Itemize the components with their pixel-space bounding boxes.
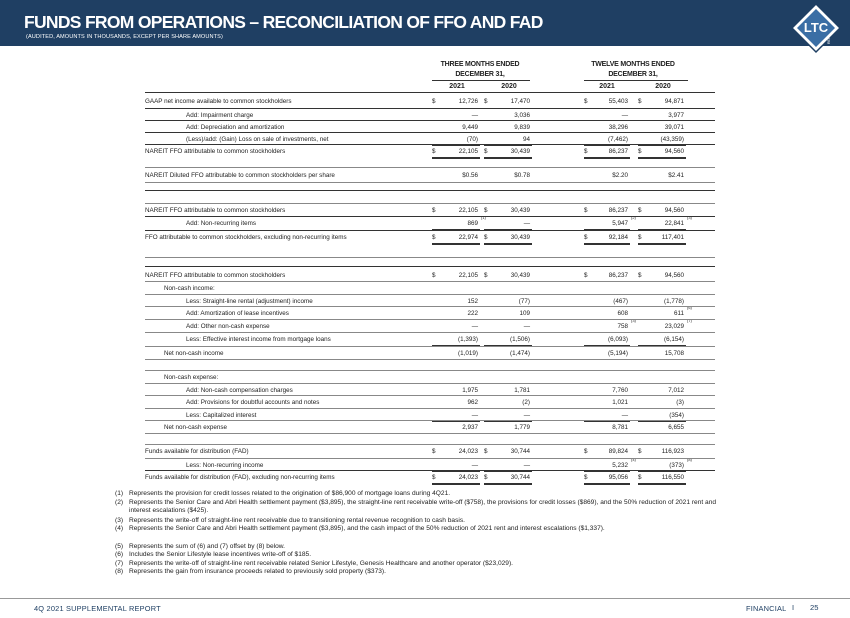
cell-value: 22,974 (458, 234, 478, 241)
row-divider (145, 190, 715, 191)
page-number: 25 (810, 603, 819, 612)
cell-value: 608 (617, 310, 628, 317)
subtotal-underline (432, 471, 480, 472)
cell-value: 962 (467, 399, 478, 406)
cell-value: (7,462) (608, 136, 628, 143)
cell-value: 117,401 (661, 234, 684, 241)
cell-value: 94,560 (664, 207, 684, 214)
currency-symbol: $ (432, 234, 436, 241)
row-divider (145, 370, 715, 371)
footnote-number: (1) (115, 490, 124, 497)
year-header: 2020 (655, 83, 671, 90)
footnote-text: Represents the write-off of straight-line rent receivable due to transitioning rental revenue recognition to cash basis. (129, 517, 465, 524)
currency-symbol: $ (484, 474, 488, 481)
row-label: Non-cash expense: (164, 374, 219, 381)
cell-value: — (523, 220, 530, 227)
footnote-number: (6) (115, 551, 124, 558)
cell-value: 869 (467, 220, 478, 227)
cell-value: $0.56 (462, 172, 478, 179)
cell-value: 17,470 (510, 98, 530, 105)
footnote-number: (2) (115, 499, 124, 506)
cell-value: (1,474) (510, 350, 530, 357)
subtotal-underline (584, 421, 630, 422)
footnote-ref: (4) (631, 457, 636, 462)
row-label: Funds available for distribution (FAD), excluding non-recurring items (145, 474, 335, 481)
subtotal-underline (584, 471, 630, 472)
row-label: Net non-cash income (164, 350, 224, 357)
subtotal-underline (584, 229, 630, 230)
footnote-number: (7) (115, 560, 124, 567)
row-label: Less: Straight-line rental (adjustment) income (186, 298, 313, 305)
subtotal-underline (638, 345, 686, 346)
footnote-number: (5) (115, 543, 124, 550)
subtotal-underline (484, 471, 532, 472)
subtotal-underline (432, 421, 480, 422)
subtotal-underline (484, 229, 532, 230)
row-divider (145, 108, 715, 109)
twelve-months-header: TWELVE MONTHS ENDED (591, 61, 675, 68)
row-divider (145, 332, 715, 333)
cell-value: 15,708 (664, 350, 684, 357)
table-row (0, 146, 850, 158)
cell-value: 30,439 (510, 234, 530, 241)
subtotal-underline (638, 229, 686, 230)
cell-value: (1,506) (510, 336, 530, 343)
cell-value: 89,824 (608, 448, 628, 455)
cell-value: 30,439 (510, 272, 530, 279)
cell-value: 7,012 (668, 387, 684, 394)
cell-value: 39,071 (664, 124, 684, 131)
footnote-ref: (3) (687, 215, 692, 220)
subtotal-underline (638, 471, 686, 472)
row-divider (145, 359, 715, 360)
cell-value: (6,154) (664, 336, 684, 343)
currency-symbol: $ (432, 474, 436, 481)
cell-value: 22,105 (458, 272, 478, 279)
total-double-underline (432, 157, 480, 159)
subtotal-underline (432, 345, 480, 346)
row-label: Less: Effective interest income from mortgage loans (186, 336, 331, 343)
row-label: FFO attributable to common stockholders, excluding non-recurring items (145, 234, 347, 241)
cell-value: $2.20 (612, 172, 628, 179)
currency-symbol: $ (638, 474, 642, 481)
footnote-text: Represents the Senior Care and Abri Health settlement payment ($3,895), the straight-line rent receivable write-off ($758), the provisions for credit losses ($869), and the 50% reduction of 2021 rent and interest escalations ($425). (129, 499, 717, 515)
cell-value: 94 (522, 136, 530, 143)
row-divider (145, 132, 715, 133)
cell-value: — (523, 462, 530, 469)
cell-value: 5,947 (612, 220, 628, 227)
cell-value: 94,871 (664, 98, 684, 105)
row-divider (145, 266, 715, 267)
cell-value: 2,937 (462, 424, 478, 431)
footnote-text: Includes the Senior Lifestyle lease incentives write-off of $185. (129, 551, 312, 558)
year-header: 2021 (599, 83, 615, 90)
currency-symbol: $ (484, 207, 488, 214)
subtotal-underline (484, 421, 532, 422)
footer-report-name: 4Q 2021 SUPPLEMENTAL REPORT (34, 604, 161, 613)
currency-symbol: $ (484, 148, 488, 155)
currency-symbol: $ (432, 98, 436, 105)
row-divider (145, 433, 715, 434)
currency-symbol: $ (432, 448, 436, 455)
cell-value: (1,393) (458, 336, 478, 343)
footer-divider (0, 598, 850, 599)
total-double-underline (584, 483, 630, 485)
row-divider (145, 383, 715, 384)
total-double-underline (484, 243, 532, 245)
row-divider (145, 444, 715, 445)
cell-value: — (523, 412, 530, 419)
cell-value: — (621, 112, 628, 119)
cell-value: 86,237 (608, 148, 628, 155)
row-label: Funds available for distribution (FAD) (145, 448, 249, 455)
cell-value: — (621, 412, 628, 419)
row-label: NAREIT Diluted FFO attributable to common stockholders per share (145, 172, 335, 179)
cell-value: $0.78 (514, 172, 530, 179)
footnote-number: (4) (115, 525, 124, 532)
cell-value: 222 (467, 310, 478, 317)
cell-value: 95,056 (608, 474, 628, 481)
table-row (0, 334, 850, 346)
cell-value: 30,744 (510, 474, 530, 481)
cell-value: 12,726 (458, 98, 478, 105)
row-divider (145, 230, 715, 231)
cell-value: 7,760 (612, 387, 628, 394)
currency-symbol: $ (432, 148, 436, 155)
subtotal-underline (584, 145, 630, 146)
row-divider (145, 408, 715, 409)
cell-value: 24,023 (458, 474, 478, 481)
page-title: FUNDS FROM OPERATIONS – RECONCILIATION OF FFO AND FAD (24, 12, 543, 32)
footnote-text: Represents the provision for credit losses related to the origination of $86,900 of mortgage loans during 4Q21. (129, 490, 451, 497)
footnote-ref: (3) (631, 318, 636, 323)
total-double-underline (638, 243, 686, 245)
row-label: Non-cash income: (164, 285, 215, 292)
total-double-underline (638, 483, 686, 485)
row-divider (145, 281, 715, 282)
currency-symbol: $ (584, 234, 588, 241)
footnote-number: (8) (115, 568, 124, 575)
row-divider (145, 216, 715, 217)
footer-section: FINANCIAL (746, 604, 787, 613)
cell-value: 6,655 (668, 424, 684, 431)
currency-symbol: $ (584, 148, 588, 155)
currency-symbol: $ (432, 272, 436, 279)
row-divider (145, 395, 715, 396)
row-label: Add: Other non-cash expense (186, 323, 270, 330)
currency-symbol: $ (584, 207, 588, 214)
cell-value: 109 (519, 310, 530, 317)
subtotal-underline (432, 229, 480, 230)
subtotal-underline (484, 345, 532, 346)
cell-value: 22,105 (458, 148, 478, 155)
cell-value: $2.41 (668, 172, 684, 179)
cell-value: (467) (613, 298, 628, 305)
cell-value: (6,093) (608, 336, 628, 343)
cell-value: 23,029 (664, 323, 684, 330)
cell-value: 758 (617, 323, 628, 330)
total-double-underline (432, 483, 480, 485)
cell-value: 86,237 (608, 272, 628, 279)
page-subtitle: (AUDITED, AMOUNTS IN THOUSANDS, EXCEPT PER SHARE AMOUNTS) (26, 34, 223, 40)
cell-value: (3) (676, 399, 684, 406)
cell-value: — (523, 323, 530, 330)
three-months-header: THREE MONTHS ENDED (440, 61, 520, 68)
row-divider (145, 346, 715, 347)
row-divider (145, 257, 715, 258)
footer-separator: I (792, 603, 795, 612)
cell-value: 1,779 (514, 424, 530, 431)
currency-symbol: $ (584, 98, 588, 105)
footnote-text: Represents the sum of (6) and (7) offset by (8) below. (129, 543, 286, 550)
footnote-ref: (1) (481, 215, 486, 220)
cell-value: 94,560 (664, 148, 684, 155)
row-label: Less: Non-recurring income (186, 462, 264, 469)
cell-value: (77) (518, 298, 530, 305)
cell-value: 9,449 (462, 124, 478, 131)
row-divider (145, 120, 715, 121)
cell-value: 3,036 (514, 112, 530, 119)
cell-value: (1,778) (664, 298, 684, 305)
cell-value: 94,560 (664, 272, 684, 279)
currency-symbol: $ (638, 98, 642, 105)
total-double-underline (484, 157, 532, 159)
logo-small-text: REIT (827, 36, 831, 44)
total-double-underline (584, 243, 630, 245)
row-label: Add: Provisions for doubtful accounts and notes (186, 399, 320, 406)
row-divider (145, 306, 715, 307)
row-label: Add: Non-recurring items (186, 220, 256, 227)
cell-value: 611 (673, 310, 684, 317)
table-row (0, 446, 850, 458)
cell-value: 1,975 (462, 387, 478, 394)
currency-symbol: $ (584, 474, 588, 481)
total-double-underline (584, 157, 630, 159)
row-label: Add: Non-cash compensation charges (186, 387, 293, 394)
currency-symbol: $ (584, 272, 588, 279)
cell-value: 38,296 (608, 124, 628, 131)
footnote-text: Represents the write-off of straight-line rent receivable related Senior Lifestyle, Genesis Healthcare and another operator ($23,029). (129, 560, 513, 567)
currency-symbol: $ (638, 207, 642, 214)
table-row (0, 215, 850, 230)
table-row (0, 232, 850, 244)
cell-value: 86,237 (608, 207, 628, 214)
row-label: Add: Impairment charge (186, 112, 254, 119)
row-label: Add: Amortization of lease incentives (186, 310, 289, 317)
subtotal-underline (638, 421, 686, 422)
row-label: Net non-cash expense (164, 424, 228, 431)
cell-value: 1,021 (612, 399, 628, 406)
currency-symbol: $ (638, 234, 642, 241)
cell-value: 30,439 (510, 207, 530, 214)
total-double-underline (638, 157, 686, 159)
cell-value: — (471, 323, 478, 330)
cell-value: 3,977 (668, 112, 684, 119)
footnote-number: (3) (115, 517, 124, 524)
currency-symbol: $ (638, 148, 642, 155)
cell-value: 30,439 (510, 148, 530, 155)
currency-symbol: $ (484, 272, 488, 279)
row-label: NAREIT FFO attributable to common stockholders (145, 207, 286, 214)
cell-value: (2) (522, 399, 530, 406)
currency-symbol: $ (484, 234, 488, 241)
footnote-text: Represents the Senior Care and Abri Health settlement payment ($3,895), and the cash impact of the 50% reduction of 2021 rent and interest escalations ($1,337). (129, 525, 605, 532)
cell-value: 5,232 (612, 462, 628, 469)
row-label: NAREIT FFO attributable to common stockholders (145, 148, 286, 155)
row-label: GAAP net income available to common stockholders (145, 98, 292, 105)
currency-symbol: $ (484, 448, 488, 455)
footnote-ref: (2) (631, 215, 636, 220)
subtotal-underline (584, 345, 630, 346)
cell-value: 55,403 (608, 98, 628, 105)
cell-value: 8,781 (612, 424, 628, 431)
logo-text: LTC (803, 20, 829, 35)
cell-value: 22,105 (458, 207, 478, 214)
cell-value: — (471, 112, 478, 119)
cell-value: 116,923 (661, 448, 684, 455)
cell-value: 9,839 (514, 124, 530, 131)
cell-value: (373) (669, 462, 684, 469)
subtotal-underline (638, 145, 686, 146)
footnote-ref: (6) (687, 305, 692, 310)
year-header: 2020 (501, 83, 517, 90)
total-double-underline (432, 243, 480, 245)
footnote-text: Represents the gain from insurance proceeds related to previously sold property ($373). (129, 568, 386, 575)
cell-value: 92,184 (608, 234, 628, 241)
cell-value: 22,841 (664, 220, 684, 227)
currency-symbol: $ (638, 272, 642, 279)
row-divider (145, 294, 715, 295)
twelve-months-subheader: DECEMBER 31, (608, 71, 658, 78)
three-months-subheader: DECEMBER 31, (455, 71, 505, 78)
subtotal-underline (432, 145, 480, 146)
cell-value: — (471, 462, 478, 469)
currency-symbol: $ (432, 207, 436, 214)
cell-value: (43,359) (660, 136, 684, 143)
cell-value: 30,744 (510, 448, 530, 455)
footnote-ref: (8) (687, 457, 692, 462)
table-row (0, 472, 850, 484)
cell-value: 1,781 (514, 387, 530, 394)
cell-value: (70) (466, 136, 478, 143)
total-double-underline (484, 483, 532, 485)
subtotal-underline (484, 145, 532, 146)
cell-value: — (471, 412, 478, 419)
currency-symbol: $ (484, 98, 488, 105)
table-row (0, 96, 850, 108)
row-label: NAREIT FFO attributable to common stockholders (145, 272, 286, 279)
table-row (0, 170, 850, 182)
cell-value: (5,194) (608, 350, 628, 357)
cell-value: (354) (669, 412, 684, 419)
row-divider (145, 319, 715, 320)
cell-value: 24,023 (458, 448, 478, 455)
row-divider (145, 167, 715, 168)
cell-value: (1,019) (458, 350, 478, 357)
currency-symbol: $ (638, 448, 642, 455)
cell-value: 152 (467, 298, 478, 305)
currency-symbol: $ (584, 448, 588, 455)
row-label: (Less)/add: (Gain) Loss on sale of investments, net (186, 136, 329, 143)
row-label: Less: Capitalized interest (186, 412, 257, 419)
row-divider (145, 182, 715, 183)
year-header: 2021 (449, 83, 465, 90)
cell-value: 116,550 (661, 474, 684, 481)
row-divider (145, 458, 715, 459)
footnote-ref: (7) (687, 318, 692, 323)
row-divider (145, 203, 715, 204)
row-label: Add: Depreciation and amortization (186, 124, 285, 131)
